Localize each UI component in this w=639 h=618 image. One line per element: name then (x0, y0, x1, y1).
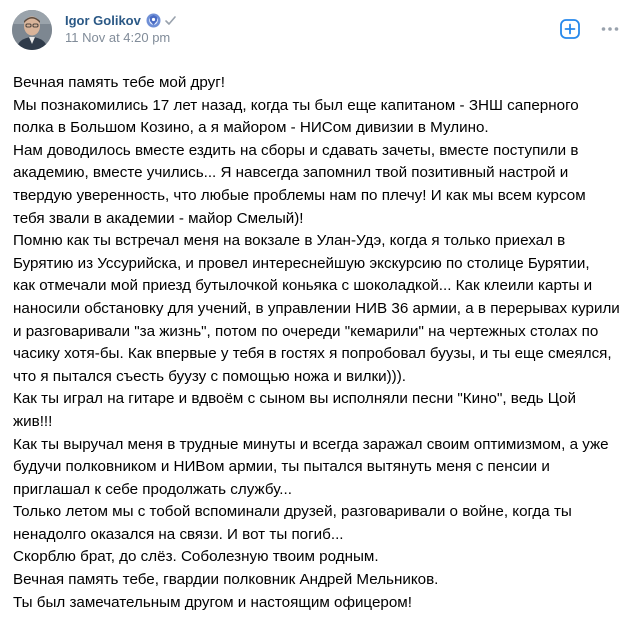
post-text-line: как отмечали мой приезд бутылочкой коньяка с шоколадкой... Как клеили карты и (13, 277, 593, 295)
post-text-line: полка в Большом Козино, а я майором - НИСом дивизии в Мулино. (13, 119, 489, 137)
esports-badge-icon[interactable] (146, 13, 161, 28)
post-text-line: Как ты играл на гитаре и вдвоём с сыном вы исполняли песни "Кино", ведь Цой (13, 390, 576, 408)
post-text-line: Помню как ты встречал меня на вокзале в Улан-Удэ, когда я только приехал в (13, 232, 566, 250)
post-text-line: академию, вместе учились... Я навсегда запомнил твой позитивный настрой и (13, 164, 569, 182)
post-date-link[interactable]: 11 Nov at 4:20 pm (65, 30, 171, 45)
author-line (65, 10, 177, 30)
post-text-line: Ты был замечательным другом и настоящим офицером! (13, 593, 412, 611)
post-header (12, 8, 627, 52)
post-text-line: и разговаривали "за жизнь", потом по очереди "кемарили" на чертежных столах по (13, 322, 599, 340)
author-avatar[interactable] (12, 10, 52, 50)
verified-check-icon (164, 14, 177, 27)
post-text-line: Вечная память тебе, гвардии полковник Андрей Мельников. (13, 571, 439, 589)
post-text-line: Как ты выручал меня в трудные минуты и всегда заражал своим оптимизмом, а уже (13, 435, 609, 453)
post-text (13, 72, 631, 614)
post-text-line: Только летом мы с тобой вспоминали друзей, разговаривали о войне, когда ты (13, 503, 572, 521)
post-text-line: тебя звали в академии - майор Смелый)! (13, 209, 304, 227)
post-text-line: часику хотя-бы. Как впервые у тебя в гостях я попробовал буузы, и ты еще смеялся, (13, 345, 612, 363)
post-text-line: наносили обстановку для учений, в управлении НИВ 36 армии, а в перерывах курили (13, 299, 620, 317)
post-text-line: что я пытался съесть буузу с помощью ножа и вилки))). (13, 367, 406, 385)
post-text-line: Мы познакомились 17 лет назад, когда ты был еще капитаном - ЗНШ саперного (13, 96, 579, 114)
more-horizontal-icon[interactable] (599, 18, 621, 40)
user-avatar-icon (12, 10, 52, 50)
post-text-line: ненадолго оказался на связи. И вот ты погиб... (13, 525, 344, 543)
post-text-line: Бурятию из Уссурийска, и провел интереснейшую экскурсию по столице Бурятии, (13, 254, 590, 272)
post-text-line: Скорблю брат, до слёз. Соболезную твоим родным. (13, 548, 379, 566)
post-text-line: Нам доводилось вместе ездить на сборы и сдавать зачеты, вместе поступили в (13, 141, 579, 159)
post-text-line: твердую уверенность, что любые проблемы нам по плечу! И как мы всем курсом (13, 186, 586, 204)
post-text-line: Вечная память тебе мой друг! (13, 74, 226, 91)
author-name-link[interactable]: Igor Golikov (65, 12, 141, 28)
post-text-line: жив!!! (13, 412, 53, 430)
plus-square-icon[interactable] (559, 18, 581, 40)
post-text-line: приглашал к себе продолжать службу... (13, 480, 292, 498)
post-text-line: будучи полковником и НИВом армии, ты пытался вытянуть меня с пенсии и (13, 458, 550, 476)
